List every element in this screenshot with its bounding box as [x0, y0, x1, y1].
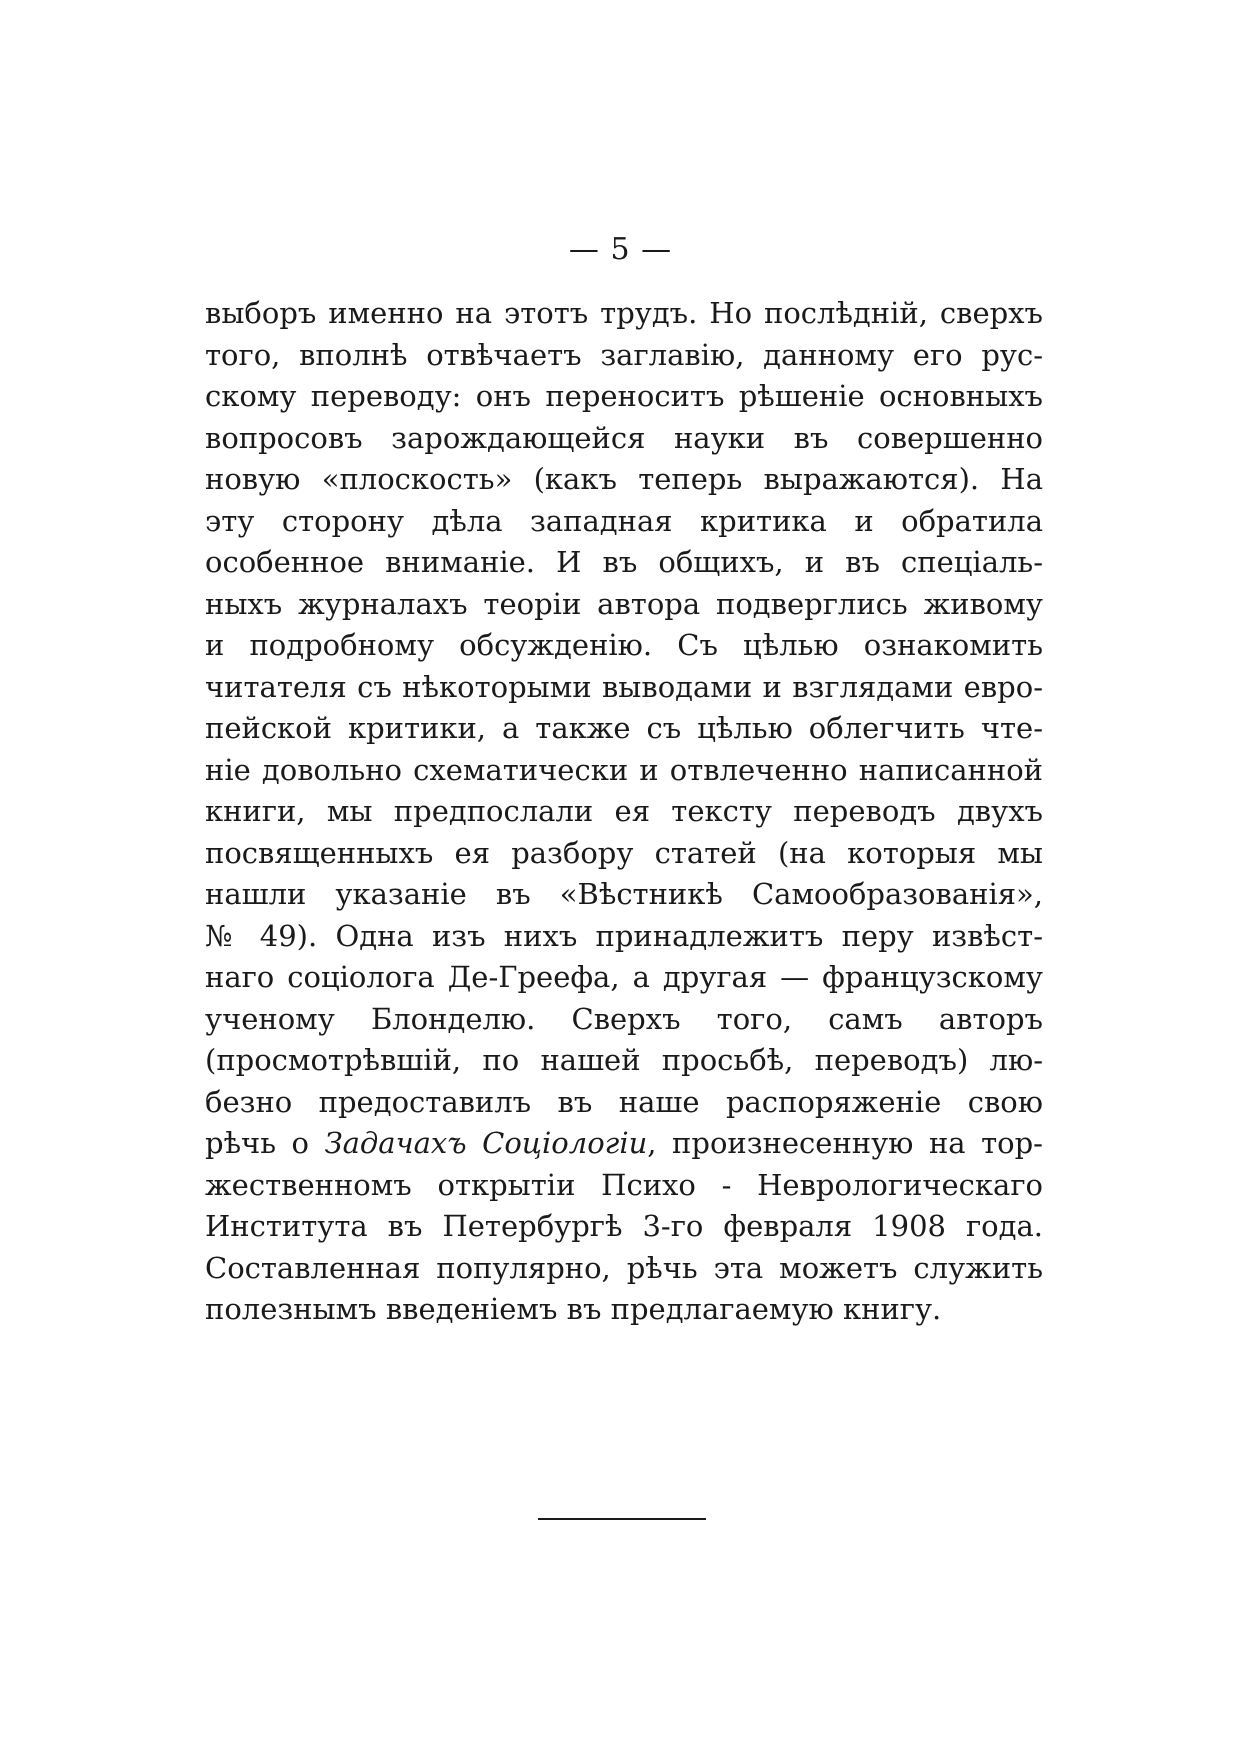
text-line: ученому Блонделю. Сверхъ того, самъ авторъ [205, 1001, 1043, 1036]
text-line: наго соцiолога Де-Греефа, а другая — французскому [205, 960, 1043, 994]
text-line: особенное вниманiе. И въ общихъ, и въ спецiаль- [205, 545, 1043, 579]
page-number: — 5 — [568, 232, 673, 267]
text-line: посвященныхъ ея разбору статей (на которыя мы [205, 835, 1043, 870]
text-line: ныхъ журналахъ теорiи автора подверглись живому [205, 586, 1043, 621]
body-text [205, 293, 1043, 1331]
text-line: читателя съ нѣкоторыми выводами и взглядами евро- [205, 669, 1043, 704]
text-line: нашли указанiе въ «Вѣстникѣ Самообразованiя», [205, 877, 1043, 911]
text-line-with-title [205, 1123, 1043, 1165]
text-line-last: полезнымъ введенiемъ въ предлагаемую книгу. [205, 1292, 942, 1326]
text-line: нiе довольно схематически и отвлеченно написанной [205, 752, 1043, 787]
text-line: скому переводу: онъ переноситъ рѣшенiе основныхъ [205, 379, 1043, 413]
text-fragment: , произнесенную на тор- [647, 1126, 1043, 1160]
text-line: Института въ Петербургѣ 3-го февраля 1908 года. [205, 1209, 1043, 1243]
text-line: новую «плоскость» (какъ теперь выражаются). На [205, 462, 1043, 496]
text-line: безно предоставилъ въ наше распоряженiе свою [205, 1084, 1043, 1119]
text-line: того, вполнѣ отвѣчаетъ заглавiю, данному его рус- [205, 337, 1043, 372]
text-fragment: рѣчь о [205, 1126, 325, 1160]
text-line: № 49). Одна изъ нихъ принадлежитъ перу извѣст- [205, 918, 1043, 953]
text-line: и подробному обсужденiю. Съ цѣлью ознакомить [205, 628, 1043, 662]
text-line: пейской критики, а также съ цѣлью облегчить чте- [205, 711, 1043, 745]
text-line: эту сторону дѣла западная критика и обратила [205, 503, 1043, 538]
section-end-rule [538, 1518, 706, 1520]
text-line: Составленная популярно, рѣчь эта можетъ служить [205, 1250, 1043, 1285]
text-line: книги, мы предпослали ея тексту переводъ двухъ [205, 794, 1043, 828]
text-line: (просмотрѣвшiй, по нашей просьбѣ, переводъ) лю- [205, 1043, 1043, 1077]
italic-title: Задачахъ Соцiологiи [324, 1126, 648, 1160]
text-line: выборъ именно на этотъ трудъ. Но послѣднiй, сверхъ [205, 296, 1043, 330]
text-line: жественномъ открытiи Психо - Неврологическаго [205, 1167, 1043, 1202]
text-line: вопросовъ зарождающейся науки въ совершенно [205, 420, 1043, 455]
